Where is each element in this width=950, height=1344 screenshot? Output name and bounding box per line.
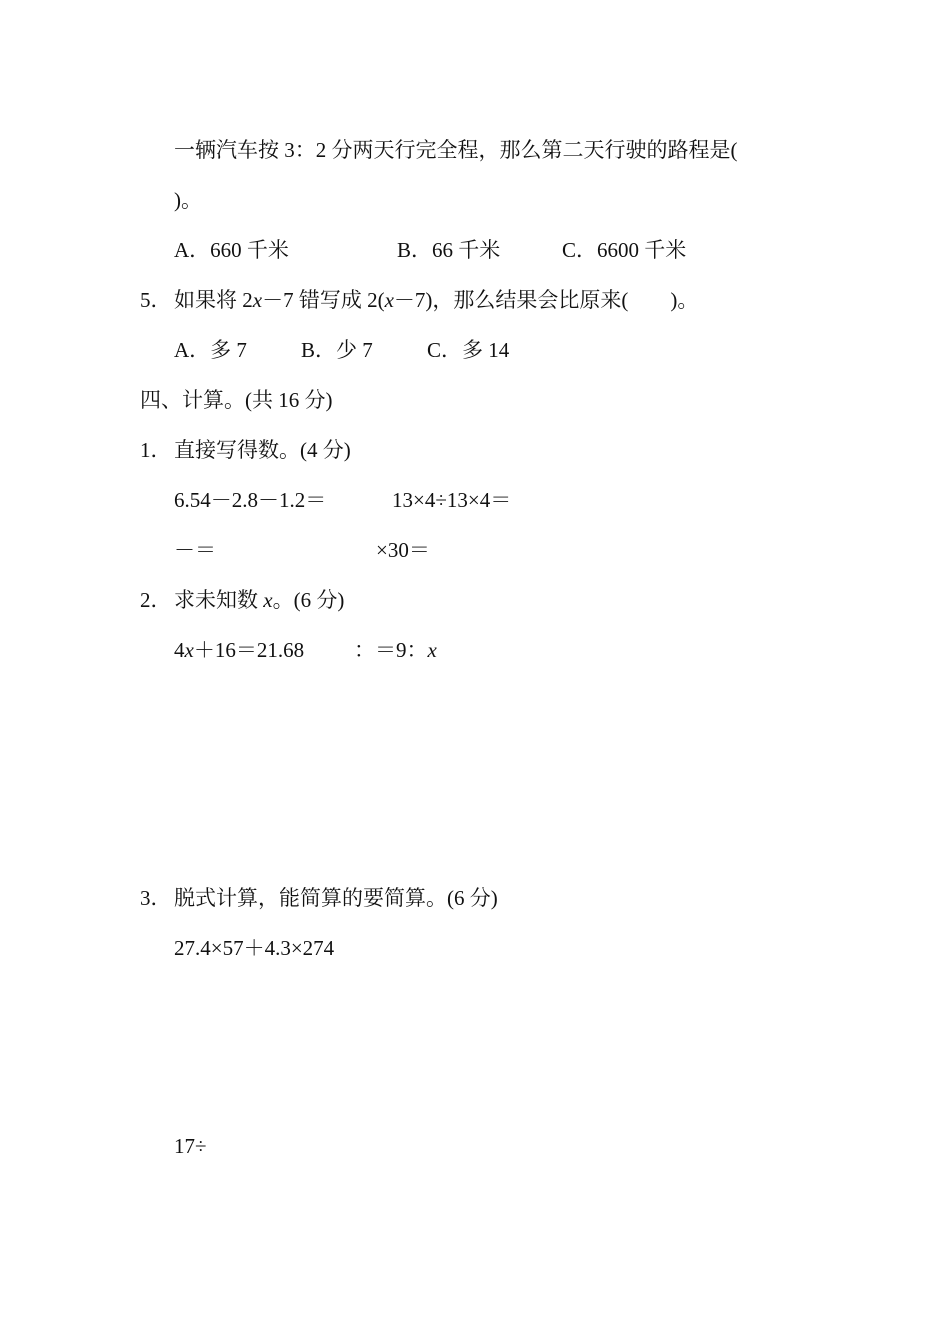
q5-text <box>174 286 698 314</box>
q5-option-b: B．少 7 <box>301 338 373 362</box>
q5-text-part2: －7 错写成 2( <box>262 288 385 312</box>
q5-number: 5． <box>140 288 172 312</box>
s4q2-equation-1 <box>174 636 304 664</box>
s4q2-equation-2 <box>354 636 437 664</box>
s4q2-title <box>174 586 344 614</box>
section-4-title: 四、计算。(共 16 分) <box>140 388 333 412</box>
q4-text-line2: )。 <box>174 188 202 212</box>
s4q3-expression-2: 17÷ <box>174 1134 207 1158</box>
s4q2-eq2-variable: x <box>427 638 437 662</box>
s4q2-eq1-variable: x <box>184 638 194 662</box>
q5-option-c: C．多 14 <box>427 338 510 362</box>
s4q2-eq1-part2: ＋16＝21.68 <box>193 638 305 662</box>
s4q3-expression-1: 27.4×57＋4.3×274 <box>174 936 335 960</box>
s4q2-title-variable: x <box>263 588 273 612</box>
q4-option-c: C．6600 千米 <box>562 238 687 262</box>
q4-text-line1: 一辆汽车按 3：2 分两天行完全程，那么第二天行驶的路程是( <box>174 138 738 162</box>
s4q1-expression-1: 6.54－2.8－1.2＝ <box>174 488 327 512</box>
q5-variable-x: x <box>252 288 263 312</box>
s4q3-number: 3． <box>140 886 172 910</box>
q5-variable-x: x <box>384 288 394 312</box>
q5-text-part3: －7)，那么结果会比原来( )。 <box>393 288 699 312</box>
s4q1-expression-2: 13×4÷13×4＝ <box>392 488 512 512</box>
s4q1-expression-3: －＝ <box>174 538 216 562</box>
s4q2-number: 2． <box>140 588 172 612</box>
s4q2-title-part1: 求未知数 <box>174 588 264 612</box>
q5-text-part1: 如果将 2 <box>174 288 253 312</box>
q4-option-a: A．660 千米 <box>174 238 289 262</box>
q4-option-b: B．66 千米 <box>397 238 501 262</box>
s4q1-number: 1． <box>140 438 172 462</box>
s4q2-eq2-part1: ：＝9： <box>354 638 428 662</box>
s4q2-title-part2: 。(6 分) <box>272 588 345 612</box>
s4q1-title: 直接写得数。(4 分) <box>174 438 351 462</box>
s4q3-title: 脱式计算，能简算的要简算。(6 分) <box>174 886 498 910</box>
q5-option-a: A．多 7 <box>174 338 247 362</box>
s4q2-eq1-part1: 4 <box>174 638 185 662</box>
s4q1-expression-4: ×30＝ <box>376 538 430 562</box>
